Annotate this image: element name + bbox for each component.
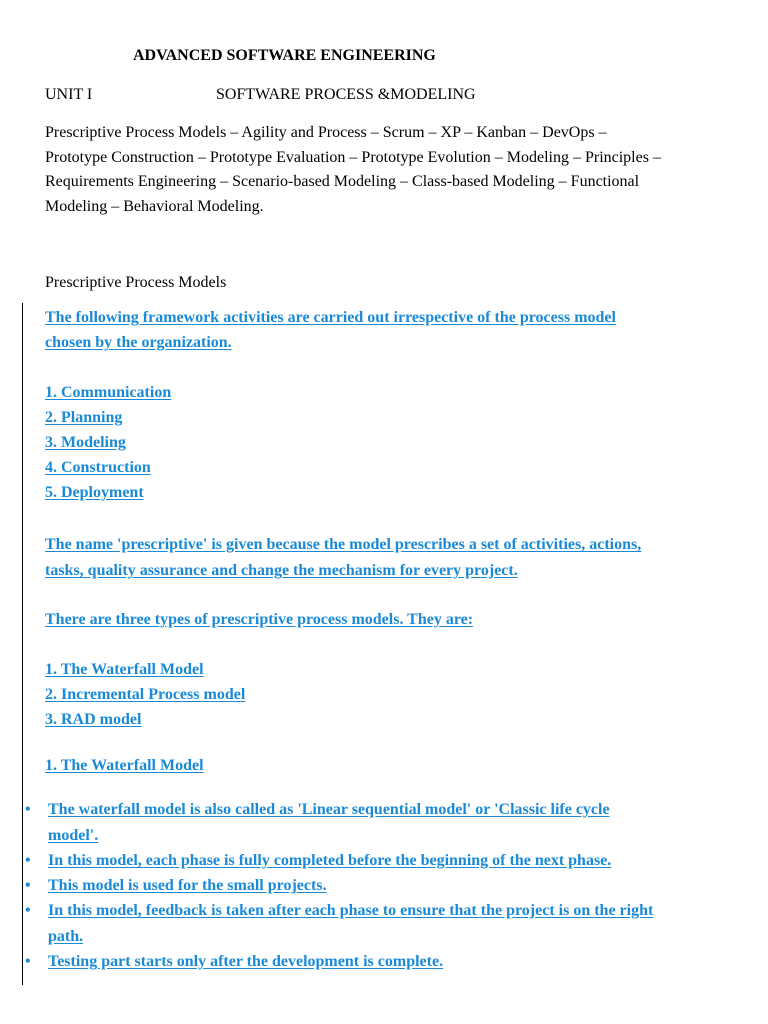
bullet-text[interactable]: The waterfall model is also called as 'Linear sequential model' or 'Classic life cycle bbox=[48, 801, 610, 818]
bullet-text[interactable]: In this model, each phase is fully completed before the beginning of the next phase. bbox=[48, 852, 612, 869]
syllabus-line: Prescriptive Process Models – Agility and Process – Scrum – XP – Kanban – DevOps – bbox=[45, 124, 607, 141]
type-item[interactable]: 2. Incremental Process model bbox=[45, 686, 246, 703]
syllabus-line: Modeling – Behavioral Modeling. bbox=[45, 197, 264, 215]
bullet-icon: • bbox=[25, 902, 31, 919]
name-explanation-line[interactable]: tasks, quality assurance and change the mechanism for every project. bbox=[45, 562, 518, 579]
bullet-icon: • bbox=[25, 801, 31, 818]
bullet-icon: • bbox=[25, 877, 31, 894]
bullet-text[interactable]: path. bbox=[48, 928, 84, 945]
activity-item[interactable]: 1. Communication bbox=[45, 384, 172, 401]
document-title: ADVANCED SOFTWARE ENGINEERING bbox=[133, 47, 436, 64]
bullet-icon: • bbox=[25, 852, 31, 869]
types-intro[interactable]: There are three types of prescriptive process models. They are: bbox=[45, 611, 474, 628]
bullet-icon: • bbox=[25, 953, 31, 970]
type-item[interactable]: 1. The Waterfall Model bbox=[45, 661, 204, 678]
bullet-text[interactable]: Testing part starts only after the development is complete. bbox=[48, 953, 444, 970]
section-heading: Prescriptive Process Models bbox=[45, 274, 227, 291]
activity-item[interactable]: 5. Deployment bbox=[45, 484, 144, 501]
unit-title: SOFTWARE PROCESS &MODELING bbox=[216, 86, 476, 103]
activity-item[interactable]: 3. Modeling bbox=[45, 434, 126, 451]
bullet-text[interactable]: model'. bbox=[48, 827, 99, 844]
type-item[interactable]: 3. RAD model bbox=[45, 711, 142, 728]
left-margin-rule bbox=[22, 303, 23, 985]
bullet-text[interactable]: In this model, feedback is taken after each phase to ensure that the project is on the right bbox=[48, 902, 654, 919]
intro-line[interactable]: chosen by the organization. bbox=[45, 334, 232, 351]
syllabus-paragraph bbox=[45, 121, 735, 219]
bullet-text[interactable]: This model is used for the small projects. bbox=[48, 877, 327, 894]
name-explanation-line[interactable]: The name 'prescriptive' is given because the model prescribes a set of activities, actions, bbox=[45, 536, 642, 553]
activity-item[interactable]: 2. Planning bbox=[45, 409, 123, 426]
syllabus-line: Prototype Construction – Prototype Evaluation – Prototype Evolution – Modeling – Principles – bbox=[45, 148, 661, 166]
syllabus-line: Requirements Engineering – Scenario-based Modeling – Class-based Modeling – Functional bbox=[45, 173, 640, 190]
activity-item[interactable]: 4. Construction bbox=[45, 459, 151, 476]
waterfall-heading[interactable]: 1. The Waterfall Model bbox=[45, 757, 204, 774]
intro-line[interactable]: The following framework activities are carried out irrespective of the process model bbox=[45, 309, 616, 326]
unit-label: UNIT I bbox=[45, 86, 93, 103]
